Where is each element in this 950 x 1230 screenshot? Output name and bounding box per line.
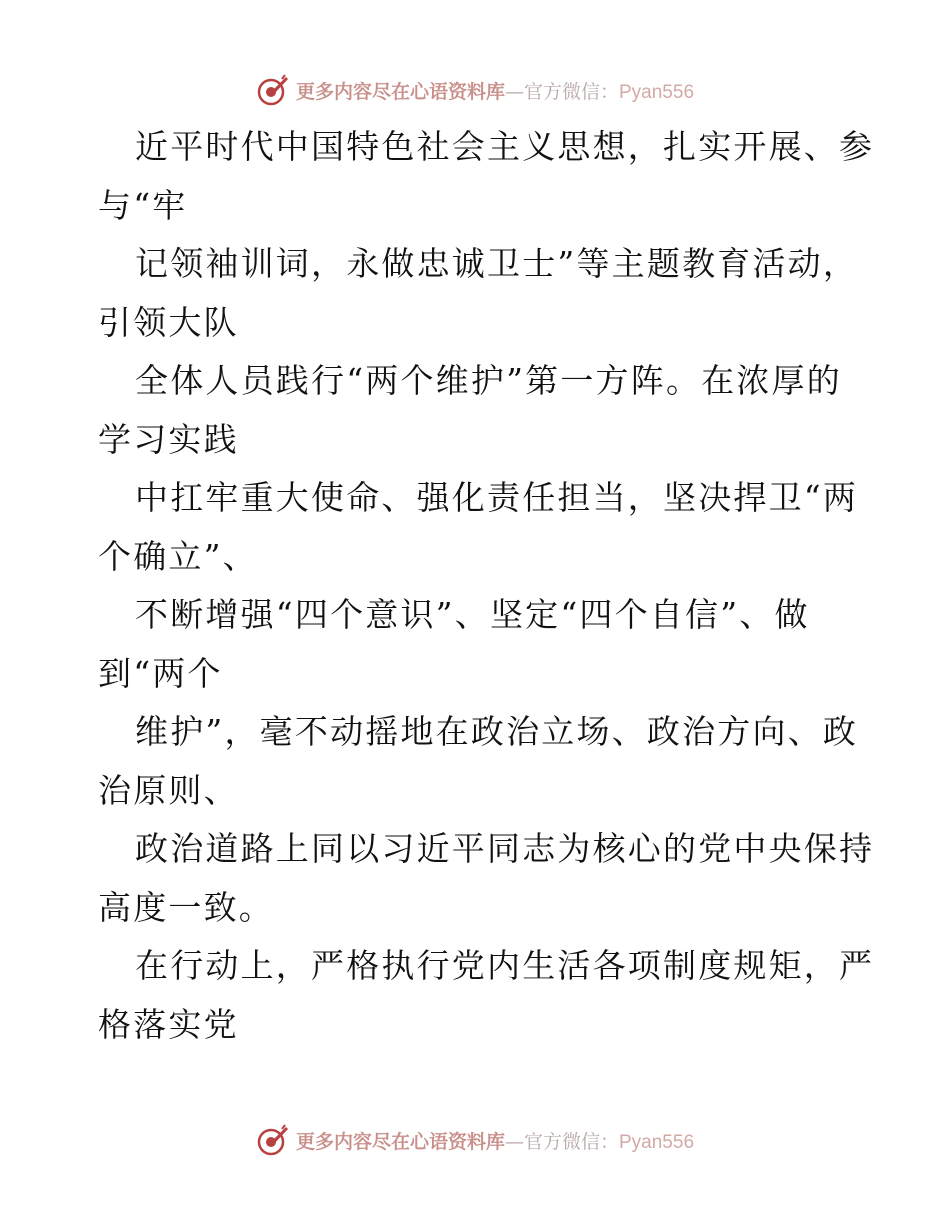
paragraph-line: 学习实践 [98,419,239,459]
banner-wechat-id: Pyan556 [619,1131,695,1153]
paragraph-line: 记领袖训词，永做忠诚卫士”等主题教育活动， [135,244,859,283]
paragraph [98,118,875,235]
header-banner-text [296,77,694,104]
paragraph-line: 格落实党 [98,1004,239,1044]
paragraph [98,352,858,469]
banner-brand-text: 更多内容尽在心语资料库 [295,1130,505,1153]
footer-banner-text [296,1127,694,1154]
paragraph-line: 政治道路上同以习近平同志为核心的党中央保持 [135,829,875,868]
paragraph-line: 维护”，毫不动摇地在政治立场、政治方向、政 [135,712,859,751]
paragraph-line: 个确立”、 [98,536,258,576]
banner-dash: — [504,80,524,103]
quill-seal-icon [256,1123,290,1157]
paragraph-line: 中扛牢重大使命、强化责任担当，坚决捍卫“两 [135,478,859,517]
paragraph [98,820,875,937]
banner-dash: — [504,1130,524,1153]
paragraph-line: 近平时代中国特色社会主义思想，扎实开展、参 [135,127,875,166]
banner-wechat-label: 官方微信： [523,1130,619,1153]
banner-wechat-label: 官方微信： [523,80,619,103]
paragraph [98,469,858,586]
paragraph-line: 引领大队 [98,302,239,342]
banner-wechat-id: Pyan556 [619,81,695,103]
footer-banner [0,1120,950,1160]
paragraph-line: 治原则、 [98,770,239,810]
paragraph-line: 全体人员践行“两个维护”第一方阵。在浓厚的 [135,361,842,400]
paragraph-line: 与“牢 [98,185,188,225]
paragraph [98,703,858,820]
header-banner [0,70,950,110]
banner-brand-text: 更多内容尽在心语资料库 [295,80,505,103]
paragraph-line: 不断增强“四个意识”、坚定“四个自信”、做 [135,595,810,634]
paragraph-line: 在行动上，严格执行党内生活各项制度规矩，严 [135,946,875,985]
paragraph-line: 到“两个 [98,653,223,693]
paragraph [98,586,858,703]
paragraph-line: 高度一致。 [98,887,274,927]
paragraph [98,235,858,352]
document-body [98,118,875,1054]
paragraph [98,937,875,1054]
quill-seal-icon [256,73,290,107]
